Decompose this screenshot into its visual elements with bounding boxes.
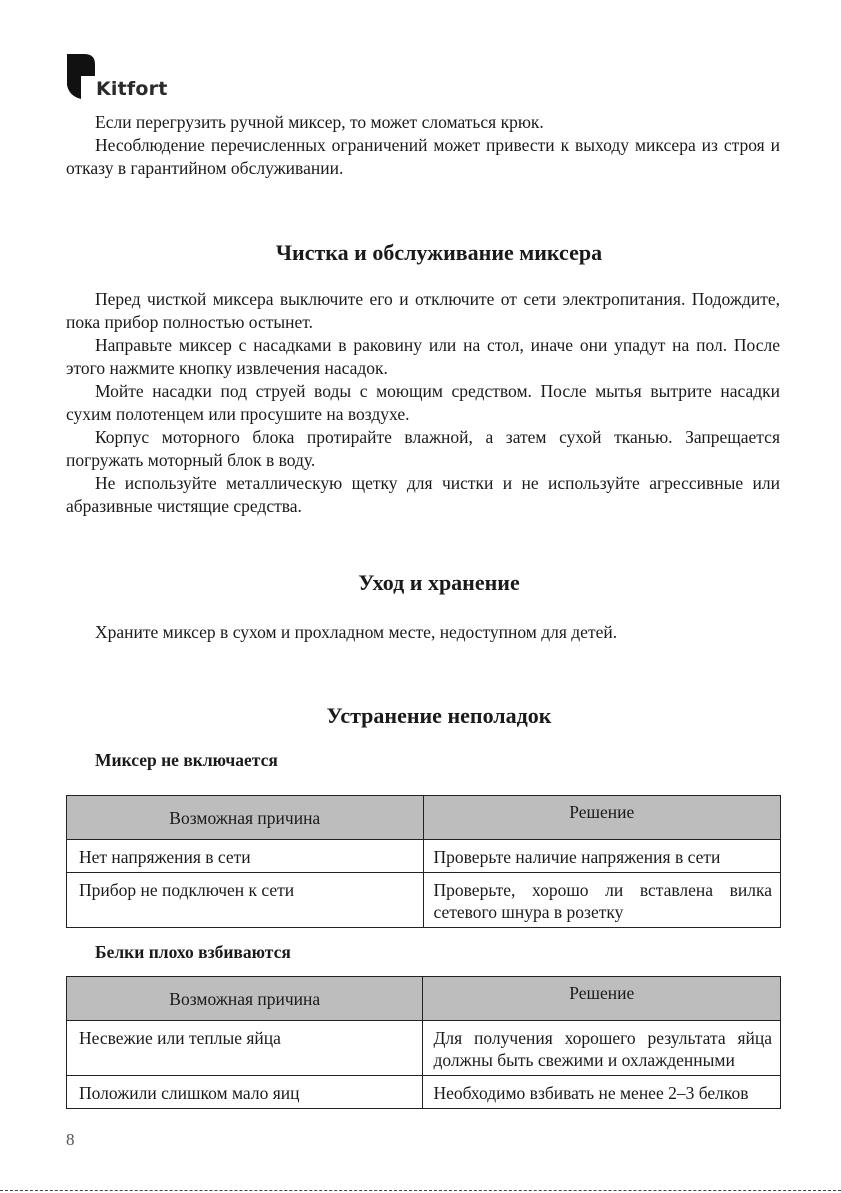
- page-number: 8: [66, 1130, 75, 1149]
- kitfort-logo-mark-icon: [66, 52, 96, 100]
- storage-heading: Уход и хранение: [358, 570, 520, 595]
- table-header-row: [67, 796, 781, 840]
- intro-paragraph-1: Если перегрузить ручной миксер, то может сломаться крюк.: [95, 112, 544, 132]
- solution-cell: Необходимо взбивать не менее 2–3 белков: [423, 1076, 781, 1109]
- cause-cell: Прибор не подключен к сети: [67, 873, 424, 928]
- cleaning-heading: Чистка и обслуживание миксера: [275, 240, 603, 265]
- problem-heading-2: Белки плохо взбиваются: [95, 942, 291, 962]
- storage-text: Храните миксер в сухом и прохладном месте, недоступном для детей.: [95, 622, 618, 642]
- troubleshooting-table-2: [66, 976, 781, 1109]
- solution-cell: Проверьте, хорошо ли вставлена вилка сетевого шнура в розетку: [423, 873, 781, 928]
- table-row: [67, 840, 781, 873]
- solution-cell: Проверьте наличие напряжения в сети: [423, 840, 781, 873]
- intro-paragraph-2: Несоблюдение перечисленных ограничений может привести к выходу миксера из строя и отказу в гарантийном обслуживании.: [66, 135, 780, 178]
- cause-cell: Положили слишком мало яиц: [67, 1076, 423, 1109]
- cause-cell: Нет напряжения в сети: [67, 840, 424, 873]
- cleaning-paragraph-1: Перед чисткой миксера выключите его и отключите от сети электропитания. Подождите, пока прибор полностью остынет.: [66, 289, 780, 332]
- table-row: [67, 1076, 781, 1109]
- cleaning-paragraph-2: Направьте миксер с насадками в раковину или на стол, иначе они упадут на пол. После этого нажмите кнопку извлечения насадок.: [66, 335, 780, 378]
- column-header-cause: Возможная причина: [67, 977, 423, 1021]
- cleaning-paragraph-4: Корпус моторного блока протирайте влажной, а затем сухой тканью. Запрещается погружать моторный блок в воду.: [66, 427, 780, 470]
- table-row: [67, 1021, 781, 1076]
- table-header-row: [67, 977, 781, 1021]
- cleaning-paragraph-5: Не используйте металлическую щетку для чистки и не используйте агрессивные или абразивные чистящие средства.: [66, 473, 780, 516]
- troubleshooting-heading: Устранение неполадок: [326, 703, 552, 728]
- column-header-solution: Решение: [423, 796, 781, 840]
- solution-cell: Для получения хорошего результата яйца должны быть свежими и охлажденными: [423, 1021, 781, 1076]
- cleaning-paragraph-3: Мойте насадки под струей воды с моющим средством. После мытья вытрите насадки сухим полотенцем или просушите на воздухе.: [66, 381, 780, 424]
- page-bottom-divider: [0, 1190, 841, 1191]
- cause-cell: Несвежие или теплые яйца: [67, 1021, 423, 1076]
- column-header-solution: Решение: [423, 977, 781, 1021]
- brand-name: Kitfort: [96, 78, 168, 100]
- column-header-cause: Возможная причина: [67, 796, 424, 840]
- troubleshooting-table-1: [66, 795, 781, 928]
- kitfort-logo: [66, 52, 186, 102]
- problem-heading-1: Миксер не включается: [95, 750, 278, 770]
- table-row: [67, 873, 781, 928]
